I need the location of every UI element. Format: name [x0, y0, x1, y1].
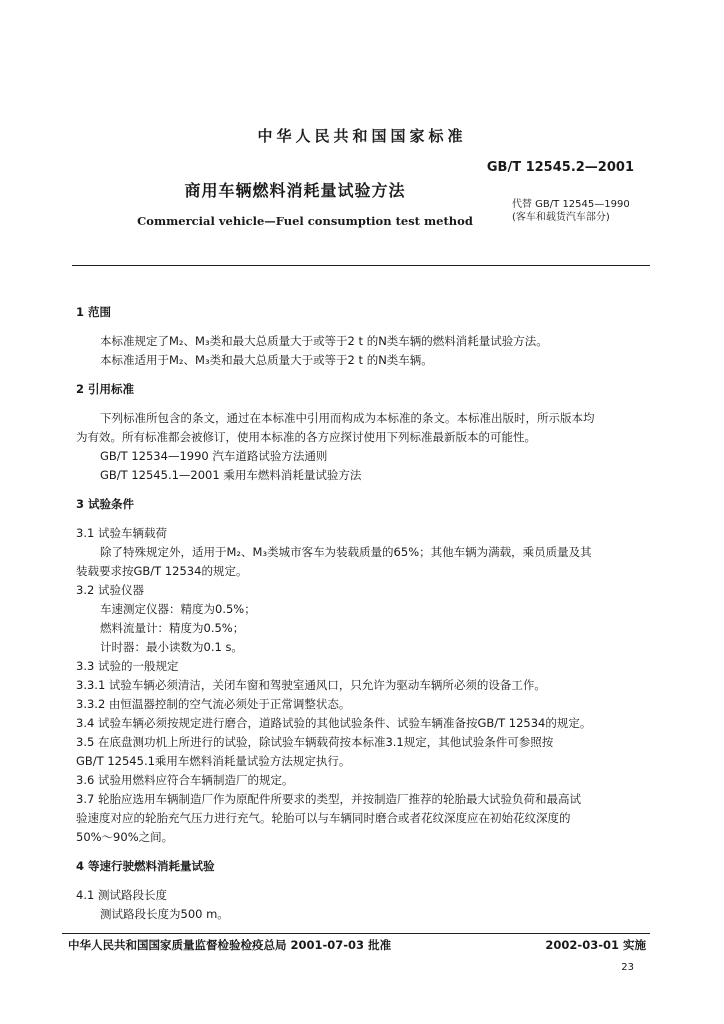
subsection-heading: 3.1 试验车辆载荷: [76, 526, 167, 540]
paragraph: 3.7 轮胎应选用车辆制造厂作为原配件所要求的类型，并按制造厂推荐的轮胎最大试验负荷和最高试: [76, 792, 581, 806]
replaces-scope: (客车和载货汽车部分): [512, 212, 610, 223]
subsection-heading: 3.3 试验的一般规定: [76, 659, 179, 673]
paragraph: 3.3.1 试验车辆必须清洁，关闭车窗和驾驶室通风口，只允许为驱动车辆所必须的设备工作。: [76, 678, 546, 692]
document-title-en: Commercial vehicle—Fuel consumption test method: [137, 214, 473, 228]
paragraph: 下列标准所包含的条文，通过在本标准中引用而构成为本标准的条文。本标准出版时，所示版本均: [100, 411, 595, 425]
subsection-heading: 3.2 试验仪器: [76, 583, 144, 597]
footer-rule: [62, 933, 650, 934]
paragraph: 验速度对应的轮胎充气压力进行充气。轮胎可以与车辆同时磨合或者花纹深度应在初始花纹深度的: [76, 811, 571, 825]
list-item: 计时器：最小读数为0.1 s。: [100, 640, 243, 654]
header-rule: [72, 265, 650, 266]
paragraph: GB/T 12545.1乘用车燃料消耗量试验方法规定执行。: [76, 754, 351, 768]
implementation-date: 2002-03-01 实施: [545, 938, 646, 952]
section-3-heading: 3 试验条件: [76, 497, 135, 511]
reference-item: GB/T 12534—1990 汽车道路试验方法通则: [100, 449, 328, 463]
list-item: 车速测定仪器：精度为0.5%；: [100, 602, 256, 616]
section-1-heading: 1 范围: [76, 305, 112, 319]
list-item: 燃料流量计：精度为0.5%；: [100, 621, 245, 635]
paragraph: 3.3.2 由恒温器控制的空气流必须处于正常调整状态。: [76, 697, 351, 711]
paragraph: 本标准适用于M₂、M₃类和最大总质量大于或等于2 t 的N类车辆。: [100, 353, 433, 367]
replaces-standard: 代替 GB/T 12545—1990: [512, 199, 630, 210]
standard-number: GB/T 12545.2—2001: [486, 160, 634, 175]
paragraph: 装载要求按GB/T 12534的规定。: [76, 564, 248, 578]
paragraph: 3.5 在底盘测功机上所进行的试验，除试验车辆载荷按本标准3.1规定，其他试验条件可参照按: [76, 735, 554, 749]
page-number: 23: [621, 962, 634, 973]
paragraph: 为有效。所有标准都会被修订，使用本标准的各方应探讨使用下列标准最新版本的可能性。: [76, 430, 536, 444]
approval-line: 中华人民共和国国家质量监督检验检疫总局 2001-07-03 批准: [68, 938, 392, 952]
paragraph: 测试路段长度为500 m。: [100, 907, 229, 921]
document-title-cn: 商用车辆燃料消耗量试验方法: [184, 181, 406, 200]
paragraph: 3.4 试验车辆必须按规定进行磨合，道路试验的其他试验条件、试验车辆准备按GB/T 12534的规定。: [76, 716, 592, 730]
paragraph: 3.6 试验用燃料应符合车辆制造厂的规定。: [76, 773, 294, 787]
paragraph: 本标准规定了M₂、M₃类和最大总质量大于或等于2 t 的N类车辆的燃料消耗量试验方法。: [100, 334, 548, 348]
section-4-heading: 4 等速行驶燃料消耗量试验: [76, 859, 215, 873]
subsection-heading: 4.1 测试路段长度: [76, 888, 167, 902]
paragraph: 50%～90%之间。: [76, 830, 174, 844]
document-body: [76, 299, 656, 924]
national-standard-heading: 中华人民共和国国家标准: [257, 127, 467, 145]
section-2-heading: 2 引用标准: [76, 382, 135, 396]
paragraph: 除了特殊规定外，适用于M₂、M₃类城市客车为装载质量的65%；其他车辆为满载，乘员质量及其: [100, 545, 592, 559]
reference-item: GB/T 12545.1—2001 乘用车燃料消耗量试验方法: [100, 468, 362, 482]
